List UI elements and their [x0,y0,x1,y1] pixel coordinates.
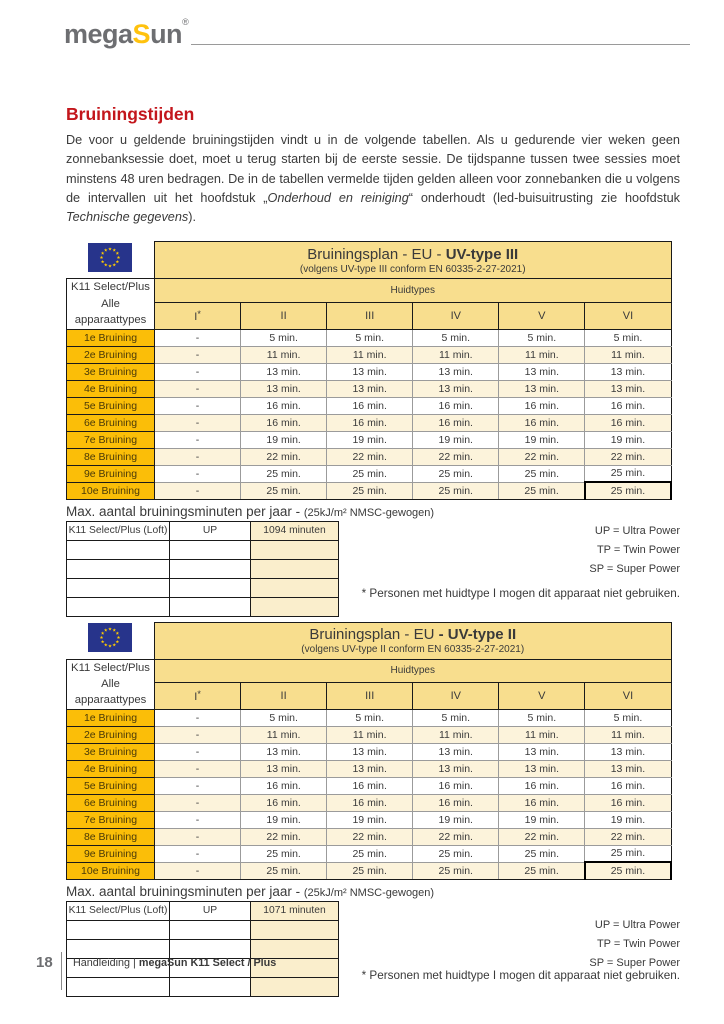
power-legend [589,525,680,582]
session-time-cell: 25 min. [585,482,671,499]
session-row [67,777,672,794]
session-time-cell: 25 min. [327,465,413,482]
legend-item: SP = Super Power [589,956,680,969]
session-label: 7e Bruining [67,431,155,448]
session-time-cell: 16 min. [499,794,585,811]
session-label: 1e Bruining [67,329,155,346]
session-time-cell: - [155,346,241,363]
device-cell [67,540,170,559]
skin-type-footnote: * Personen met huidtype I mogen dit apparaat niet gebruiken. [361,586,680,600]
session-time-cell: 13 min. [585,363,671,380]
session-time-cell: - [155,431,241,448]
session-row [67,862,672,879]
session-time-cell: 11 min. [585,726,671,743]
max-table-row [67,597,339,616]
session-time-cell: 13 min. [585,743,671,760]
session-time-cell: 13 min. [413,743,499,760]
session-label: 10e Bruining [67,862,155,879]
minutes-cell [251,559,339,578]
session-time-cell: 13 min. [241,760,327,777]
max-minutes-heading [66,884,680,899]
eu-flag-icon [88,623,132,652]
session-row [67,414,672,431]
device-cell [67,559,170,578]
registered-mark: ® [182,17,189,27]
session-time-cell: 11 min. [413,346,499,363]
session-time-cell: 19 min. [413,811,499,828]
session-label: 8e Bruining [67,448,155,465]
power-cell [170,540,251,559]
skin-types-group-header: Huidtypes [155,279,672,303]
session-label: 9e Bruining [67,465,155,482]
session-time-cell: - [155,448,241,465]
session-time-cell: 25 min. [241,465,327,482]
session-time-cell: 25 min. [499,465,585,482]
session-time-cell: - [155,482,241,499]
session-time-cell: - [155,777,241,794]
table-title-prefix: Bruiningsplan - EU - [307,245,446,263]
max-heading-unit: (25kJ/m² NMSC-gewogen) [303,506,435,519]
session-time-cell: 11 min. [585,346,671,363]
power-cell: UP [170,901,251,920]
table-title-prefix: Bruiningsplan - EU [309,626,439,644]
session-time-cell: 11 min. [327,346,413,363]
power-cell [170,578,251,597]
session-time-cell: 25 min. [413,465,499,482]
session-time-cell: 16 min. [327,397,413,414]
logo-suffix: un [150,19,183,49]
session-time-cell: 16 min. [585,794,671,811]
session-time-cell: 19 min. [585,431,671,448]
session-time-cell: 5 min. [327,329,413,346]
device-type-line1: K11 Select/Plus [71,661,150,674]
session-time-cell: 25 min. [241,845,327,862]
power-cell [170,597,251,616]
max-table-row [67,920,339,939]
session-label: 1e Bruining [67,709,155,726]
session-time-cell: 25 min. [499,845,585,862]
session-time-cell: 25 min. [241,862,327,879]
session-time-cell: - [155,743,241,760]
session-label: 8e Bruining [67,828,155,845]
session-time-cell: 16 min. [413,414,499,431]
device-cell: K11 Select/Plus (Loft) [67,901,170,920]
session-time-cell: 13 min. [413,363,499,380]
skin-type-column-header: VI [585,683,671,709]
session-time-cell: 22 min. [241,828,327,845]
session-time-cell: 16 min. [499,414,585,431]
session-time-cell: 19 min. [241,811,327,828]
megasun-logo [64,18,189,48]
session-time-cell: - [155,862,241,879]
page-header [0,0,724,48]
session-time-cell: 5 min. [585,329,671,346]
skin-type-column-header: I* [155,683,241,709]
device-cell [67,578,170,597]
session-time-cell: 16 min. [585,414,671,431]
footer-text [73,957,276,969]
session-time-cell: 25 min. [413,862,499,879]
skin-types-group-header: Huidtypes [155,659,672,683]
session-label: 7e Bruining [67,811,155,828]
session-time-cell: 25 min. [585,845,671,862]
table-subtitle: (volgens UV-type II conform EN 60335-2-27-2021) [301,644,525,656]
session-time-cell: 25 min. [327,482,413,499]
footer-product: megaSun K11 Select / Plus [138,957,277,969]
session-time-cell: 16 min. [241,777,327,794]
session-row [67,828,672,845]
max-minutes-section [66,521,680,621]
logo-accent: S [132,19,151,49]
minutes-cell: 1071 minuten [251,901,339,920]
session-time-cell: 5 min. [241,709,327,726]
bruiningsplan-table [66,622,672,880]
session-time-cell: - [155,709,241,726]
power-cell [170,920,251,939]
session-time-cell: 25 min. [413,845,499,862]
session-label: 9e Bruining [67,845,155,862]
session-time-cell: 13 min. [327,363,413,380]
session-row [67,811,672,828]
device-cell [67,597,170,616]
table-subtitle: (volgens UV-type III conform EN 60335-2-27-2021) [299,263,526,275]
session-time-cell: 16 min. [413,777,499,794]
max-minutes-table [66,521,339,617]
skin-type-column-header: III [327,303,413,329]
session-time-cell: - [155,465,241,482]
page-number: 18 [36,954,53,971]
max-table-row [67,521,339,540]
session-time-cell: 16 min. [327,794,413,811]
session-time-cell: - [155,811,241,828]
skin-type-column-header: IV [413,683,499,709]
session-time-cell: 25 min. [327,862,413,879]
session-time-cell: 16 min. [499,397,585,414]
session-time-cell: 19 min. [499,431,585,448]
session-time-cell: 25 min. [327,845,413,862]
session-time-cell: - [155,726,241,743]
page-footer [0,952,724,992]
session-time-cell: 13 min. [499,380,585,397]
session-label: 2e Bruining [67,726,155,743]
skin-type-column-header: II [241,303,327,329]
session-time-cell: 13 min. [241,363,327,380]
session-time-cell: 13 min. [327,760,413,777]
session-label: 10e Bruining [67,482,155,499]
session-row [67,346,672,363]
session-time-cell: 22 min. [585,828,671,845]
session-time-cell: 16 min. [327,777,413,794]
logo-prefix: mega [64,19,133,49]
intro-paragraph: De voor u geldende bruiningstijden vindt u in de volgende tabellen. Als u gedurende vier weken geen zonnebanksessie doet, moet u terug starten bij de eerste sessie. De tijdspanne tussen twee sessies moet minstens 48 uren bedragen. De in de tabellen vermelde tijden gelden alleen voor zonnebanken die u volgens de intervallen uit het hoofdstuk „Onderhoud en reiniging“ onderhoudt (led-buisuitrusting zie hoofdstuk Technische gegevens). [66,133,680,225]
session-time-cell: 13 min. [499,363,585,380]
session-row [67,431,672,448]
skin-type-column-header: IV [413,303,499,329]
session-row [67,760,672,777]
session-time-cell: 25 min. [499,482,585,499]
session-time-cell: - [155,380,241,397]
session-time-cell: 25 min. [499,862,585,879]
device-cell [67,920,170,939]
session-time-cell: 22 min. [241,448,327,465]
session-time-cell: 13 min. [327,743,413,760]
table-title-uvtype: - UV-type II [438,626,517,644]
session-time-cell: 11 min. [327,726,413,743]
session-time-cell: 16 min. [413,397,499,414]
session-time-cell: 22 min. [413,448,499,465]
session-time-cell: 5 min. [413,329,499,346]
session-time-cell: 16 min. [585,777,671,794]
session-time-cell: 16 min. [413,794,499,811]
eu-flag-cell [67,242,155,279]
session-time-cell: 13 min. [327,380,413,397]
session-time-cell: 25 min. [413,482,499,499]
session-label: 2e Bruining [67,346,155,363]
max-heading-text: Max. aantal bruiningsminuten per jaar - [66,883,304,899]
session-time-cell: - [155,363,241,380]
session-time-cell: - [155,397,241,414]
session-time-cell: 5 min. [585,709,671,726]
device-type-header [67,279,155,329]
device-type-line1: K11 Select/Plus [71,281,150,294]
session-time-cell: 5 min. [499,709,585,726]
device-type-header [67,659,155,709]
max-table-row [67,901,339,920]
session-time-cell: 19 min. [327,811,413,828]
session-label: 3e Bruining [67,743,155,760]
eu-flag-cell [67,622,155,659]
max-table-row [67,559,339,578]
max-heading-text: Max. aantal bruiningsminuten per jaar - [66,503,304,519]
session-time-cell: 11 min. [241,726,327,743]
session-time-cell: 13 min. [585,760,671,777]
session-time-cell: 19 min. [499,811,585,828]
session-label: 5e Bruining [67,777,155,794]
session-row [67,380,672,397]
session-time-cell: - [155,794,241,811]
session-time-cell: 11 min. [499,726,585,743]
session-label: 3e Bruining [67,363,155,380]
session-time-cell: 13 min. [413,380,499,397]
session-time-cell: 16 min. [241,794,327,811]
session-time-cell: 19 min. [241,431,327,448]
bruiningsplan-block-uv3 [66,241,680,620]
session-time-cell: 13 min. [585,380,671,397]
session-time-cell: - [155,845,241,862]
minutes-cell [251,920,339,939]
page-title: Bruiningstijden [66,104,195,124]
session-time-cell: 25 min. [241,482,327,499]
legend-item: UP = Ultra Power [594,918,680,931]
session-row [67,743,672,760]
device-type-line2: Alle apparaattypes [74,677,147,707]
session-row [67,845,672,862]
session-time-cell: - [155,760,241,777]
session-time-cell: 16 min. [241,414,327,431]
session-time-cell: 22 min. [327,448,413,465]
footer-label: Handleiding | [73,957,139,969]
session-label: 5e Bruining [67,397,155,414]
max-table-row [67,540,339,559]
footer-divider [61,952,62,990]
skin-type-column-header: VI [585,303,671,329]
session-row [67,794,672,811]
session-row [67,709,672,726]
session-time-cell: 22 min. [499,828,585,845]
session-label: 4e Bruining [67,760,155,777]
session-time-cell: 22 min. [413,828,499,845]
session-time-cell: 11 min. [499,346,585,363]
session-time-cell: 16 min. [585,397,671,414]
skin-type-footnote: * Personen met huidtype I mogen dit apparaat niet gebruiken. [361,968,680,982]
skin-type-column-header: II [241,683,327,709]
session-time-cell: 25 min. [585,862,671,879]
session-label: 6e Bruining [67,414,155,431]
bruiningsplan-block-uv2 [66,622,680,1001]
session-time-cell: 13 min. [499,743,585,760]
session-time-cell: 19 min. [327,431,413,448]
session-time-cell: 22 min. [585,448,671,465]
skin-type-column-header: V [499,303,585,329]
legend-item: SP = Super Power [589,562,680,575]
session-time-cell: 5 min. [327,709,413,726]
power-cell [170,559,251,578]
session-time-cell: 13 min. [413,760,499,777]
max-heading-unit: (25kJ/m² NMSC-gewogen) [303,886,435,899]
skin-type-column-header: V [499,683,585,709]
session-row [67,465,672,482]
session-row [67,329,672,346]
session-time-cell: 5 min. [241,329,327,346]
session-time-cell: 11 min. [413,726,499,743]
session-label: 4e Bruining [67,380,155,397]
max-table-row [67,578,339,597]
session-time-cell: 5 min. [413,709,499,726]
legend-item: TP = Twin Power [596,543,680,556]
session-time-cell: 22 min. [327,828,413,845]
table-title-cell [155,242,672,279]
table-title-uvtype: UV-type III [445,245,519,263]
minutes-cell: 1094 minuten [251,521,339,540]
session-row [67,482,672,499]
session-time-cell: 11 min. [241,346,327,363]
session-row [67,726,672,743]
legend-item: TP = Twin Power [596,937,680,950]
minutes-cell [251,540,339,559]
session-time-cell: 22 min. [499,448,585,465]
skin-type-column-header: III [327,683,413,709]
header-rule [191,44,690,45]
session-row [67,397,672,414]
device-cell: K11 Select/Plus (Loft) [67,521,170,540]
eu-flag-icon [88,243,132,272]
session-row [67,448,672,465]
session-time-cell: - [155,828,241,845]
minutes-cell [251,597,339,616]
max-minutes-heading [66,504,680,519]
session-time-cell: 13 min. [241,380,327,397]
skin-type-column-header: I* [155,303,241,329]
legend-item: UP = Ultra Power [594,524,680,537]
session-time-cell: 19 min. [413,431,499,448]
session-time-cell: - [155,414,241,431]
table-title-cell [155,622,672,659]
session-time-cell: 16 min. [327,414,413,431]
session-time-cell: 13 min. [499,760,585,777]
session-time-cell: 16 min. [499,777,585,794]
session-time-cell: 19 min. [585,811,671,828]
session-time-cell: 16 min. [241,397,327,414]
power-cell: UP [170,521,251,540]
minutes-cell [251,578,339,597]
bruiningsplan-table [66,241,672,499]
session-time-cell: 5 min. [499,329,585,346]
session-time-cell: 13 min. [241,743,327,760]
device-type-line2: Alle apparaattypes [74,297,147,327]
session-time-cell: 25 min. [585,465,671,482]
session-row [67,363,672,380]
session-label: 6e Bruining [67,794,155,811]
session-time-cell: - [155,329,241,346]
